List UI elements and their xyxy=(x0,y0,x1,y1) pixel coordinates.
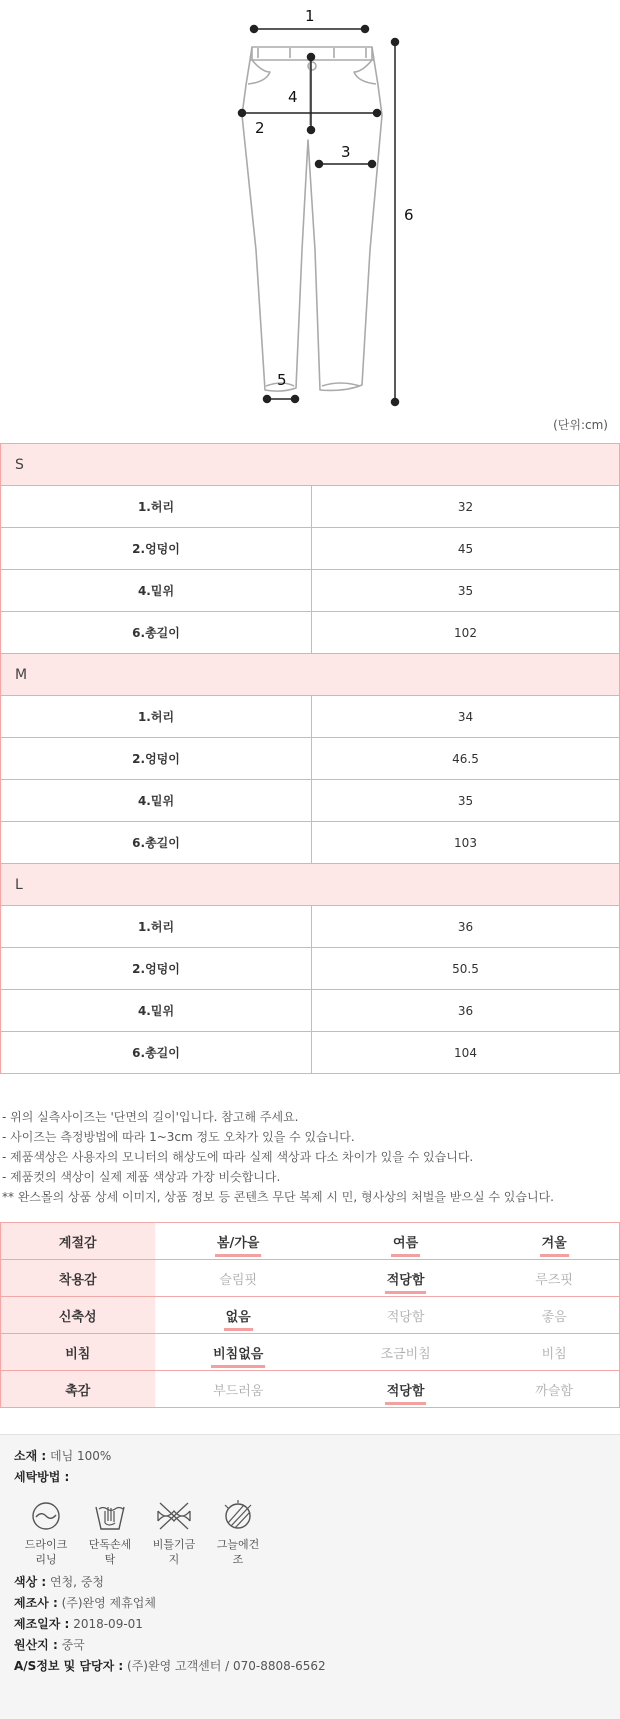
table-row: 4.밑위 35 xyxy=(1,570,620,612)
size-header-l: L xyxy=(1,864,620,906)
wash-item: 드라이크 리닝 xyxy=(16,1499,76,1567)
table-row: 1.허리 34 xyxy=(1,696,620,738)
size-header-m: M xyxy=(1,654,620,696)
table-row: 1.허리 36 xyxy=(1,906,620,948)
table-row: 6.총길이 103 xyxy=(1,822,620,864)
size-header-s: S xyxy=(1,444,620,486)
feature-row-stretch: 신축성 없음 적당함 좋음 xyxy=(1,1297,620,1334)
no-wring-icon xyxy=(154,1499,194,1533)
unit-label: (단위:cm) xyxy=(553,418,608,432)
label-6: 6 xyxy=(404,206,414,224)
table-row: 2.엉덩이 45 xyxy=(1,528,620,570)
pants-outline xyxy=(242,47,382,391)
note-line: - 제품색상은 사용자의 모니터의 해상도에 따라 실제 색상과 다소 차이가 있을 수 있습니다. xyxy=(2,1150,474,1164)
origin-row: 원산지 : 중국 xyxy=(14,1638,85,1652)
material-row: 소재 : 데님 100% xyxy=(14,1449,112,1463)
date-row: 제조일자 : 2018-09-01 xyxy=(14,1617,143,1631)
wash-row: 세탁방법 : xyxy=(14,1470,70,1484)
feature-row-sheer: 비침 비침없음 조금비침 비침 xyxy=(1,1334,620,1371)
size-table xyxy=(0,443,620,1074)
table-row: 4.밑위 35 xyxy=(1,780,620,822)
wash-item: 비틀기금 지 xyxy=(144,1499,204,1567)
maker-row: 제조사 : (주)완영 제휴업체 xyxy=(14,1596,156,1610)
color-row: 색상 : 연청, 중청 xyxy=(14,1575,104,1589)
note-line: - 사이즈는 측정방법에 따라 1~3cm 정도 오차가 있을 수 있습니다. xyxy=(2,1130,355,1144)
note-line: - 제품컷의 색상이 실제 제품 색상과 가장 비슷합니다. xyxy=(2,1170,281,1184)
note-line: - 위의 실측사이즈는 '단면의 길이'입니다. 참고해 주세요. xyxy=(2,1110,299,1124)
note-line: ** 완스몰의 상품 상세 이미지, 상품 정보 등 콘텐츠 무단 복제 시 민, 형사상의 처벌을 받으실 수 있습니다. xyxy=(2,1190,554,1204)
label-5: 5 xyxy=(277,371,287,389)
table-row: 4.밑위 36 xyxy=(1,990,620,1032)
hand-wash-icon xyxy=(93,1499,127,1533)
label-1: 1 xyxy=(305,7,315,25)
feature-table xyxy=(0,1222,620,1408)
table-row: 6.총길이 102 xyxy=(1,612,620,654)
pants-size-diagram xyxy=(0,0,620,440)
feature-row-fit: 착용감 슬림핏 적당함 루즈핏 xyxy=(1,1260,620,1297)
feature-row-season: 계절감 봄/가을 여름 겨울 xyxy=(1,1223,620,1260)
table-row: 2.엉덩이 50.5 xyxy=(1,948,620,990)
wash-item: 단독손세 탁 xyxy=(80,1499,140,1567)
label-2: 2 xyxy=(255,119,265,137)
size-notes xyxy=(2,1107,618,1207)
label-4: 4 xyxy=(288,88,298,106)
dry-clean-icon xyxy=(29,1499,63,1533)
feature-row-texture: 촉감 부드러움 적당함 까슬함 xyxy=(1,1371,620,1408)
table-row: 6.총길이 104 xyxy=(1,1032,620,1074)
label-3: 3 xyxy=(341,143,351,161)
wash-item: 그늘에건 조 xyxy=(208,1499,268,1567)
shade-dry-icon xyxy=(220,1499,256,1533)
table-row: 1.허리 32 xyxy=(1,486,620,528)
table-row: 2.엉덩이 46.5 xyxy=(1,738,620,780)
as-info-row: A/S정보 및 담당자 : (주)완영 고객센터 / 070-8808-6562 xyxy=(14,1659,326,1673)
product-info xyxy=(0,1434,620,1719)
